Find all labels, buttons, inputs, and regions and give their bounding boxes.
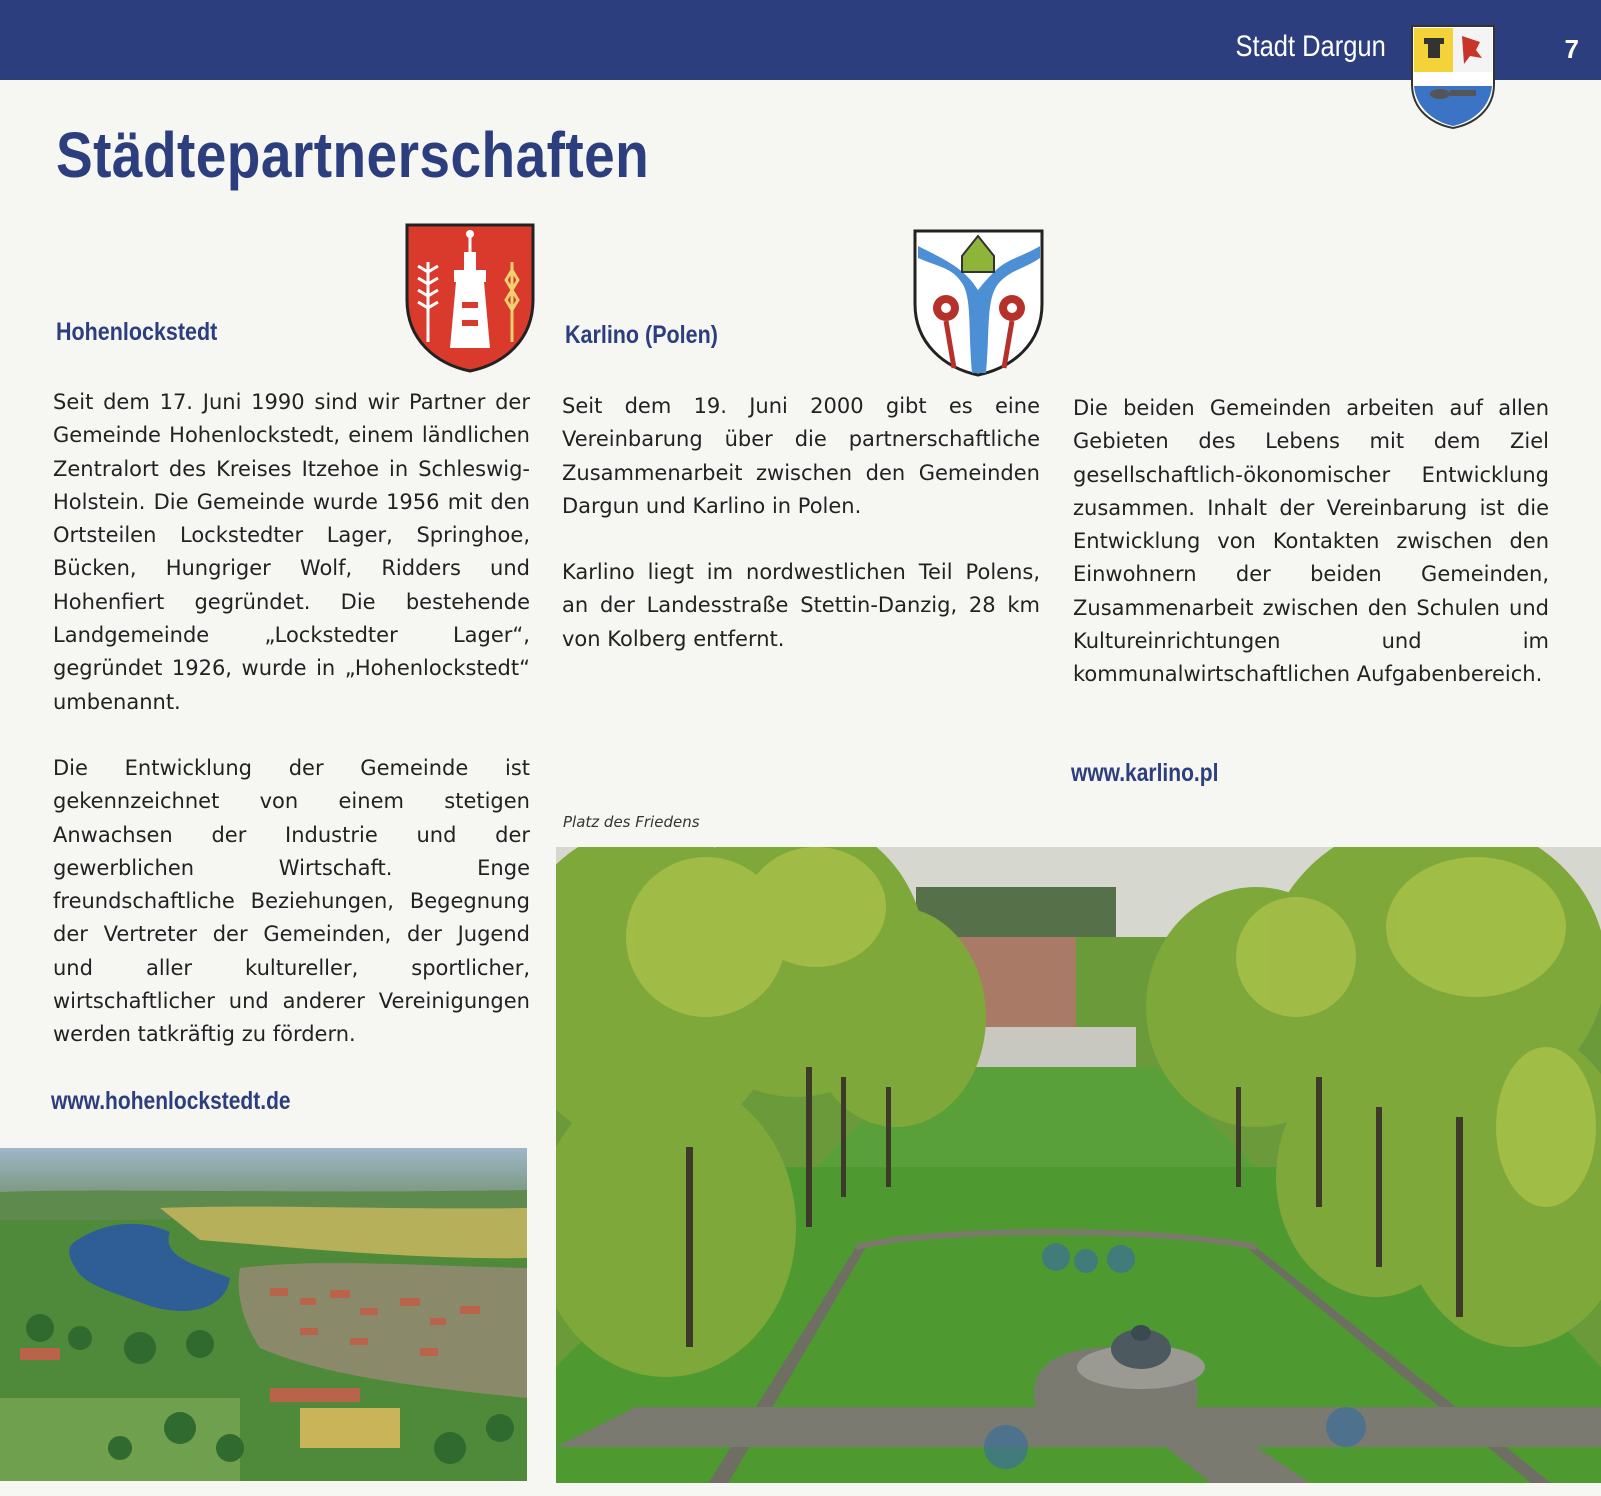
page-title: Städtepartnerschaften bbox=[56, 119, 650, 191]
karlino-paragraph-1: Seit dem 19. Juni 2000 gibt es eine Vereinbarung über die partnerschaftliche Zusammenarbeit zwischen den Gemeinden Dargun und Karlino in Polen. bbox=[562, 394, 1040, 518]
dargun-coat-of-arms-icon bbox=[1410, 24, 1496, 130]
aerial-photo bbox=[0, 1148, 527, 1481]
hohenlockstedt-coat-of-arms-icon bbox=[404, 222, 536, 374]
photo-caption: Platz des Friedens bbox=[563, 813, 700, 831]
header-bar bbox=[0, 0, 1601, 80]
hohenlockstedt-paragraph-2: Die Entwicklung der Gemeinde ist gekennzeichnet von einem stetigen Anwachsen der Industrie und der gewerblichen Wirtschaft. Enge freundschaftliche Beziehungen, Begegnung der Vertreter der Gemeinden, der Jugend und aller kultureller, sportlicher, wirtschaftlicher und anderer Vereinigungen werden tatkräftig zu fördern. bbox=[53, 755, 530, 1047]
karlino-text-continued bbox=[1073, 392, 1549, 692]
hohenlockstedt-link[interactable]: www.hohenlockstedt.de bbox=[51, 1087, 291, 1115]
hohenlockstedt-text bbox=[53, 386, 530, 1052]
header-town-name: Stadt Dargun bbox=[1235, 30, 1386, 63]
park-photo bbox=[556, 847, 1601, 1483]
karlino-paragraph-2: Karlino liegt im nordwestlichen Teil Polens, an der Landesstraße Stettin-Danzig, 28 km von Kolberg entfernt. bbox=[562, 560, 1040, 651]
hohenlockstedt-heading: Hohenlockstedt bbox=[56, 318, 218, 346]
karlino-heading: Karlino (Polen) bbox=[565, 321, 718, 349]
hohenlockstedt-paragraph-1: Seit dem 17. Juni 1990 sind wir Partner der Gemeinde Hohenlockstedt, einem ländlichen Zentralort des Kreises Itzehoe in Schleswig-Holstein. Die Gemeinde wurde 1956 mit den Ortsteilen Lockstedter Lager, Springhoe, Bücken, Hungriger Wolf, Ridders und Hohenfiert gegründet. Die bestehende Landgemeinde „Lockstedter Lager“, gegründet 1926, wurde in „Hohenlockstedt“ umbenannt. bbox=[53, 390, 530, 714]
karlino-paragraph-3: Die beiden Gemeinden arbeiten auf allen Gebieten des Lebens mit dem Ziel gesellschaftlich-ökonomischer Entwicklung zusammen. Inhalt der Vereinbarung ist die Entwicklung von Kontakten zwischen den Einwohnern der beiden Gemeinden, Zusammenarbeit zwischen den Schulen und Kultureinrichtungen und im kommunalwirtschaftlichen Aufgabenbereich. bbox=[1073, 396, 1549, 687]
page-number: 7 bbox=[1564, 34, 1579, 64]
karlino-link[interactable]: www.karlino.pl bbox=[1071, 759, 1219, 787]
karlino-coat-of-arms-icon bbox=[912, 228, 1045, 378]
karlino-text bbox=[562, 390, 1040, 656]
